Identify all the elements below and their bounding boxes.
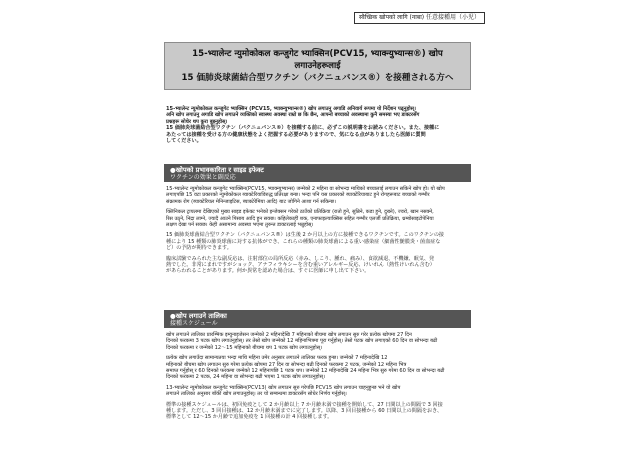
paragraph-line: 15-भ्यालेन्ट न्युमोकोकल कन्जुगेट भ्याक्सिन(PCV15, भ्याक्न्युभ्यान्स) जन्मेको 2 महिना वा सोभन्दा माथिको बच्चालाई लगाउन सकिने खोप हो। यो खोप (166, 186, 445, 192)
paragraph-line: 臨床試験でみられた主な副反応は、注射部位の局所反応（赤み、しこり、腫れ、痛み）、食欲減退、不機嫌、眠気、発 (166, 255, 435, 262)
paragraph-line: 熱でした。非常にまれですがショック、アナフィラキシーを含む重いアレルギー反応、けいれん（熱性けいれん含む） (166, 262, 435, 269)
paragraph-line: があらわれることがあります。何か異常を認めた場合は、すぐに医師に申し出て下さい。 (166, 268, 370, 275)
paragraph-line: रिस उठ्ने, निद्रा लाग्ने, ज्यादै आउने पिसाब आदि हुन सक्छ। कहिलेकाहीं शक, एनाफाइल्याक्सिस सहित गम्भीर एलर्जी प्रतिक्रिया, थ्रम्बोसाइटोपेनिया (166, 215, 434, 222)
section-heading-nepali: ●खोप लगाउने तालिका (170, 311, 227, 320)
schedule-section-body (166, 332, 471, 421)
intro-line: あたっては接種を受ける方の健康状態をよく把握する必要がありますので、気になる点がありましたら医師に質問 (166, 131, 426, 138)
paragraph-line: महिनाको बीचमा खोप लगाउन सुरु गरेमा प्रत्येक खोपमा 27 दिन वा सोभन्दा बढी दिनको फरकमा 2 पटक, जन्मेको 12 महिना भित्र (166, 361, 407, 368)
intro-line: してください。 (166, 138, 202, 145)
vaccination-category-tag: स्वैच्छिक खोपको लागि (नाबा) 任意接種用（小児） (354, 12, 485, 24)
section-heading-japanese: 接種スケジュール (170, 319, 218, 327)
paragraph-line: समाप्त गर्नुहोस् र 60 दिनको फरकमा जन्मेको 12 महिनापछि 1 पटक थप। जन्मेको 12 महिनादेखि 24 महिना भित्र सुरु गरेमा 60 दिन वा सोभन्दा बढी (166, 368, 445, 375)
section-heading-efficacy (164, 164, 471, 182)
intro-line: अनि खोप लगाउनु अगाडि खोप लगाउने व्यक्तिको स्वास्थ्य अवस्था राम्रो छ कि छैन, आफ्नो बच्चाको अवस्थामा कुनै समस्या भए डाक्टरसँग (166, 112, 420, 119)
paragraph-line: दिनको फरकमा 2 पटक, 24 महिना वा सोभन्दा बढी भएमा 1 पटक खोप लगाउनुहोस्। (166, 374, 325, 381)
paragraph-line: 種します。ただし、3 回目接種は、12 か月齢未満までに完了します。以降、3 回目接種から 60 日間以上の間隔をおき、 (166, 408, 443, 415)
intro-line: प्रश्नहरू सोधेर थप कुरा बुझ्नुहोस्। (166, 118, 228, 125)
section-heading-japanese: ワクチンの効果と副反応 (170, 173, 236, 181)
paragraph-line: 13-भ्यालेन्ट न्युमोकोकल कन्जुगेट भ्याक्सिन(PCV13) खोप लगाउन सुरु गरेपछि PCV15 खोप लगाउन चाहनुहुन्छ भने यो खोप (166, 384, 401, 391)
paragraph-line: दिनको फरकमा र जन्मेको 12〜15 महिनाको बीचमा थप 1 पटक खोप लगाउनुहोस्। (166, 344, 323, 351)
title-line-nepali-1: 15-भ्यालेन्ट न्युमोकोकल कन्जुगेट भ्याक्सिन(PCV15, भ्याक्न्युभ्यान्स®) खोप (192, 49, 443, 59)
paragraph-line: खोप लगाउने तालिका प्रारम्भिक इम्युनाइजेसन जन्मेको 2 महिनादेखि 7 महिनाको बीचमा खोप लगाउन सुरु गरेर प्रत्येक खोपमा 27 दिन (166, 332, 412, 338)
section-heading-nepali: ●खोपको प्रभावकारिता र साइड इफेक्ट (170, 165, 264, 174)
paragraph-line: प्रत्येक खोप लगाउँदा सामान्यतया भन्दा माथि महिना उमेर अनुसार लगाउने तालिका फरक हुन्छ। जन्मेको 7 महिनादेखि 12 (166, 355, 388, 362)
title-line-nepali-2: लगाउनेहरूलाई (294, 61, 341, 71)
document-title-box (164, 42, 471, 90)
paragraph-line: ど）の予防が期待できます。 (166, 245, 232, 252)
paragraph-line: लक्षण देखा पर्न सक्छ। केही असामान्य अवस्था भएमा तुरुन्त डाक्टरलाई भन्नुहोस्। (166, 222, 314, 229)
paragraph-line: क्लिनिकल ट्रायलमा देखिएको मुख्य साइड इफेक्ट भनेको इन्जेक्सन गरेको ठाउँको प्रतिक्रिया (रातो हुने, सुन्निने, कडा हुने, दुख्ने), ज्वरो, खान नसक्ने, (166, 209, 434, 216)
paragraph-line: लगाएपछि 15 वटा प्रकारको न्युमोकोकल ब्याक्टेरियाविरुद्ध प्रतिरक्षा बन्छ। भन्दा पनि यस प्रकारको ब्याक्टेरियाबाट हुने रोगहरूबाट बच्चाको गम्भीर (166, 192, 430, 199)
paragraph-line: लगाउने तालिका अनुसार बाँकी खोप लगाउनुहोस्। तर यो सम्बन्धमा डाक्टरसँग सोधेर निर्णय गर्नुहोस्। (166, 391, 347, 398)
paragraph-line: 種により 15 種類の肺炎球菌に対する抗体ができ、これらの種類の肺炎球菌による重い感染症（細菌性髄膜炎・菌血症な (166, 238, 441, 245)
paragraph-line: 標準の接種スケジュールは、初回免疫として 2 か月齢以上 7 か月齢未満で接種を開始して、27 日間以上の間隔で 3 回接 (166, 401, 443, 408)
intro-line: 15 価肺炎球菌結合型ワクチン（バクニュバンス®）を接種する前に、必ずこの説明書をお読みください。また、接種に (166, 125, 440, 132)
title-line-japanese: 15 価肺炎球菌結合型ワクチン（バクニュバンス®）を接種される方へ (181, 73, 454, 83)
intro-line: 15-भ्यालेन्ट न्युमोकोकल कन्जुगेट भ्याक्सिन (PCV15, भ्याक्न्युभ्यान्स®) खोप लगाउनु अगाडि अनिवार्य रूपमा यो निर्देशन पढ्नुहोस्। (166, 106, 416, 112)
intro-notice (166, 106, 471, 144)
paragraph-line: दिनको फरकमा 3 पटक खोप लगाउनुहोस्। तर तेस्रो खोप जन्मेको 12 महिनाभित्रमा पूरा गर्नुहोस्। तेस्रो पटक खोप लगाएको 60 दिन वा सोभन्दा बढी (166, 338, 438, 345)
paragraph-line: 15 価肺炎球菌結合型ワクチン（バクニュバンス®）は生後 2 か月以上の方に接種できるワクチンです。このワクチンの接 (166, 232, 445, 239)
document-page (150, 12, 485, 462)
paragraph-line: संक्रामक रोग (ब्याक्टेरियल मेनिन्जाइटिस, ब्याक्टेरेमिया आदि) बाट जोगिने आशा गर्न सकिन्छ। (166, 198, 336, 205)
paragraph-line: 標準として 12〜15 か月齢で追加免疫を 1 回接種の計 4 回接種します。 (166, 414, 333, 421)
section-heading-schedule (164, 310, 471, 328)
efficacy-section-body (166, 186, 471, 275)
